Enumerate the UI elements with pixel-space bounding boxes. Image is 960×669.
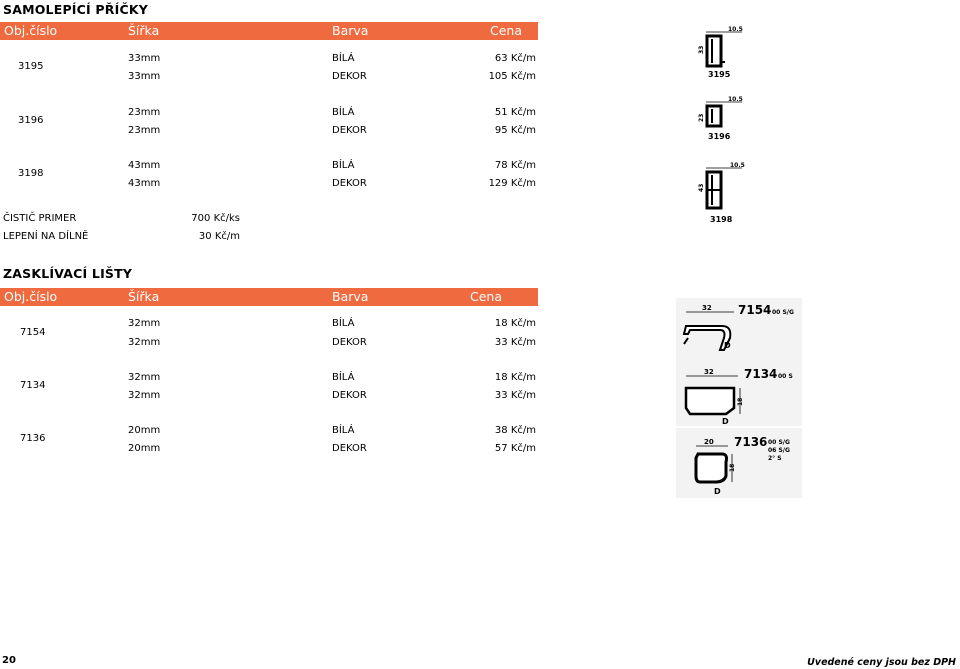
profile-7136-figure: [676, 428, 802, 498]
item-code: 3198: [18, 168, 44, 179]
item-color: DEKOR: [332, 337, 367, 348]
item-price: 18 Kč/m: [494, 372, 536, 383]
item-color: BÍLÁ: [332, 425, 355, 436]
item-color: BÍLÁ: [332, 53, 355, 64]
page-number: 20: [2, 655, 16, 666]
extra-label: ČISTIČ PRIMER: [3, 213, 77, 224]
svg-text:D: D: [714, 487, 721, 496]
extra-price: 700 Kč/ks: [191, 213, 240, 224]
item-color: DEKOR: [332, 178, 367, 189]
item-code: 7134: [20, 380, 46, 391]
item-width: 32mm: [128, 318, 161, 329]
item-price: 57 Kč/m: [494, 443, 536, 454]
col-code-header: Obj.číslo: [4, 289, 58, 304]
item-code: 7154: [20, 327, 46, 338]
item-price: 51 Kč/m: [494, 107, 536, 118]
section2-title: ZASKLÍVACÍ LIŠTY: [3, 266, 133, 281]
section2-header-row: [0, 288, 538, 306]
item-price: 129 Kč/m: [488, 178, 536, 189]
item-price: 33 Kč/m: [494, 390, 536, 401]
figure-variant: 00 S/G: [768, 439, 790, 446]
item-code: 3195: [18, 61, 44, 72]
item-width: 23mm: [128, 125, 161, 136]
figure-width-label: 32: [702, 304, 712, 312]
item-price: 18 Kč/m: [494, 318, 536, 329]
svg-text:D: D: [722, 417, 729, 426]
item-price: 105 Kč/m: [488, 71, 536, 82]
figure-width-label: 10.5: [730, 162, 745, 169]
item-price: 78 Kč/m: [494, 160, 536, 171]
profile-3196-figure: [690, 94, 750, 144]
col-width-header: Šířka: [128, 23, 160, 38]
footer-note: Uvedené ceny jsou bez DPH: [807, 657, 956, 668]
figure-code: 7154: [738, 303, 772, 317]
item-price: 95 Kč/m: [494, 125, 536, 136]
extra-price: 30 Kč/m: [198, 231, 240, 242]
item-width: 43mm: [128, 178, 161, 189]
item-color: BÍLÁ: [332, 160, 355, 171]
item-color: DEKOR: [332, 443, 367, 454]
item-color: BÍLÁ: [332, 107, 355, 118]
item-color: BÍLÁ: [332, 372, 355, 383]
item-width: 43mm: [128, 160, 161, 171]
item-color: DEKOR: [332, 390, 367, 401]
col-color-header: Barva: [332, 23, 369, 38]
item-code: 3196: [18, 115, 44, 126]
item-width: 20mm: [128, 425, 161, 436]
extra-label: LEPENÍ NA DÍLNĚ: [3, 231, 89, 242]
item-price: 38 Kč/m: [494, 425, 536, 436]
figure-height-label: 18: [737, 397, 744, 406]
col-price-header: Cena: [470, 289, 503, 304]
figure-width-label: 10.5: [728, 26, 743, 33]
item-color: DEKOR: [332, 125, 367, 136]
figure-height-label: 18: [729, 463, 736, 472]
item-width: 20mm: [128, 443, 161, 454]
figure-variant: 00 S/G: [772, 309, 794, 316]
profile-3198-figure: [690, 160, 750, 226]
section1-header-row: [0, 22, 538, 40]
item-code: 7136: [20, 433, 46, 444]
item-width: 32mm: [128, 337, 161, 348]
section1-title: SAMOLEPÍCÍ PŘÍČKY: [3, 2, 148, 17]
profile-3195-figure: [690, 24, 750, 82]
profile-7154-figure: [676, 298, 802, 362]
col-width-header: Šířka: [128, 289, 160, 304]
figure-variant: 00 S: [778, 373, 793, 380]
figure-width-label: 32: [704, 368, 714, 376]
figure-width-label: 10.5: [728, 96, 743, 103]
figure-code: 3198: [710, 215, 733, 224]
profile-7134-figure: [676, 362, 802, 426]
figure-height-label: 23: [698, 113, 705, 122]
item-color: BÍLÁ: [332, 318, 355, 329]
figure-code: 7136: [734, 435, 768, 449]
col-code-header: Obj.číslo: [4, 23, 58, 38]
figure-width-label: 20: [704, 438, 714, 446]
item-width: 32mm: [128, 390, 161, 401]
col-color-header: Barva: [332, 289, 369, 304]
item-width: 33mm: [128, 71, 161, 82]
figure-variant: 06 S/G: [768, 447, 790, 454]
figure-height-label: 43: [698, 183, 705, 192]
item-color: DEKOR: [332, 71, 367, 82]
item-price: 33 Kč/m: [494, 337, 536, 348]
item-width: 33mm: [128, 53, 161, 64]
col-price-header: Cena: [490, 23, 523, 38]
item-price: 63 Kč/m: [494, 53, 536, 64]
figure-code: 7134: [744, 367, 778, 381]
item-width: 32mm: [128, 372, 161, 383]
figure-code: 3195: [708, 70, 731, 79]
svg-text:D: D: [724, 341, 731, 350]
figure-code: 3196: [708, 132, 731, 141]
figure-height-label: 33: [698, 45, 705, 54]
item-width: 23mm: [128, 107, 161, 118]
figure-variant: 2° S: [768, 455, 782, 462]
